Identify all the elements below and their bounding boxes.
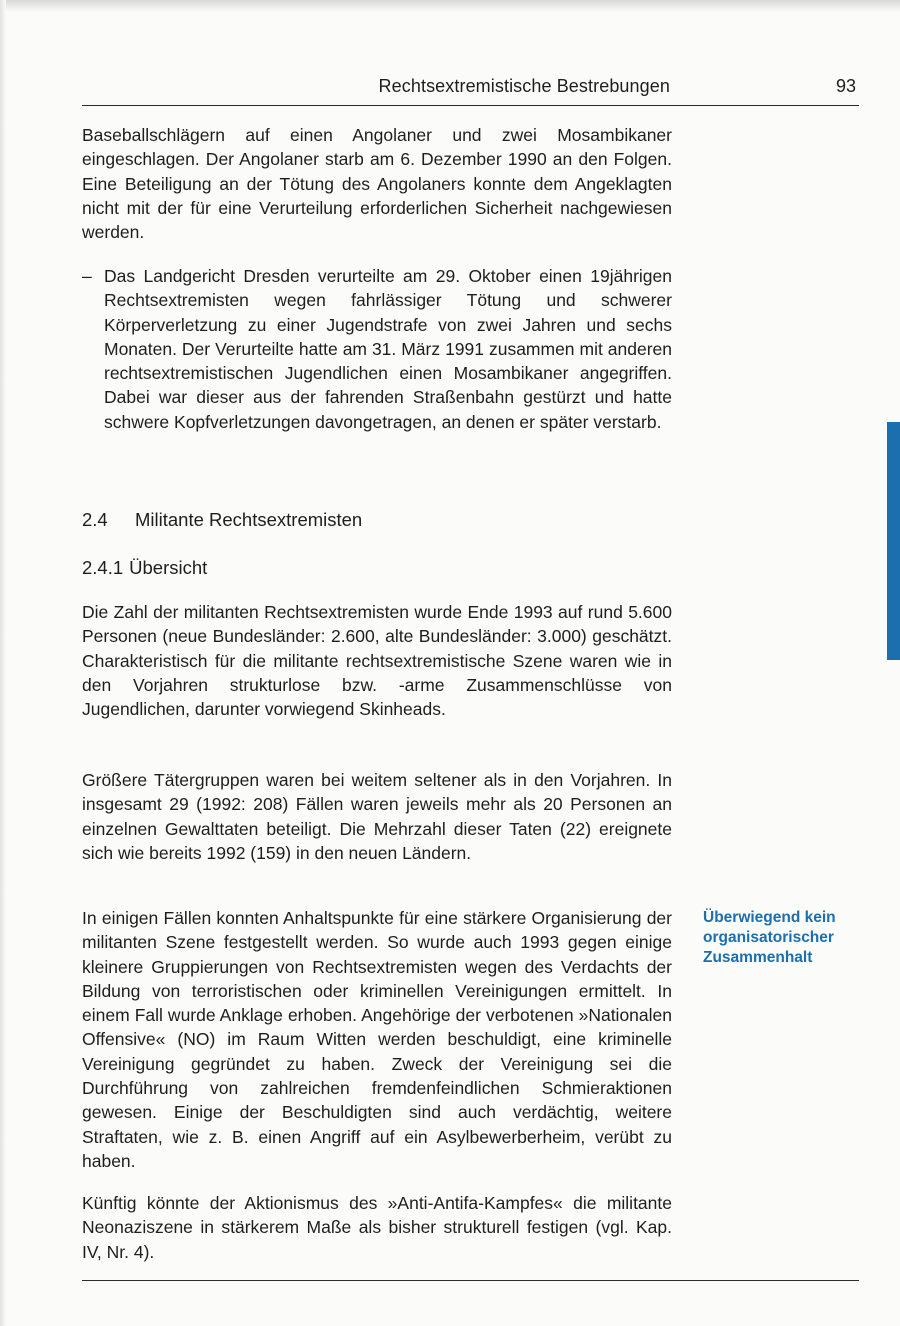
running-head: Rechtsextremistische Bestrebungen	[378, 76, 670, 96]
page-left-shadow	[0, 0, 6, 1326]
section-title: Übersicht	[129, 557, 208, 578]
list-dash: –	[82, 266, 92, 286]
paragraph-groups: Größere Tätergruppen waren bei weitem seltener als in den Vorjahren. In insgesamt 29 (1992: 208) Fällen waren jeweils mehr als 20 Personen an einzelnen Gewalttaten beteiligt. Die Mehrzahl dieser Taten (22) ereignete sich wie bereits 1992 (159) in den neuen Ländern.	[82, 770, 672, 863]
page-top-shadow	[0, 0, 900, 12]
page-header	[82, 74, 858, 104]
marginal-note: Überwiegend kein organisatorischer Zusammenhalt	[703, 909, 836, 966]
section-heading-2-4	[82, 509, 362, 531]
page-number: 93	[835, 76, 856, 96]
section-number: 2.4	[82, 509, 108, 530]
section-heading-2-4-1	[82, 557, 207, 579]
header-rule	[82, 105, 859, 106]
paragraph-overview: Die Zahl der militanten Rechtsextremisten wurde Ende 1993 auf rund 5.600 Personen (neue Bundesländer: 2.600, alte Bundesländer: 3.000) geschätzt. Charakteristisch für die militante rechtsextremistische Szene waren wie in den Vorjahren strukturlose bzw. -arme Zusammenschlüsse von Jugendlichen, darunter vorwiegend Skinheads.	[82, 602, 672, 720]
section-title: Militante Rechtsextremisten	[135, 509, 363, 530]
paragraph-continuation: Baseballschlägern auf einen Angolaner und zwei Mosambikaner eingeschlagen. Der Angolaner starb am 6. Dezember 1990 an den Folgen. Eine Beteiligung an der Tötung des Angolaners konnte dem Angeklagten nicht mit der für eine Verurteilung erforderlichen Sicherheit nachgewiesen werden.	[82, 125, 672, 243]
footer-rule	[82, 1280, 859, 1281]
chapter-thumb-tab	[887, 422, 900, 660]
list-item: Das Landgericht Dresden verurteilte am 29. Oktober einen 19jährigen Rechtsextremisten wegen fahrlässiger Tötung und schwerer Körperverletzung zu einer Jugendstrafe von zwei Jahren und sechs Monaten. Der Verurteilte hatte am 31. März 1991 zusammen mit anderen rechtsextremistischen Jugendlichen einen Mosambikaner angegriffen. Dabei war dieser aus der fahrenden Straßenbahn gestürzt und hatte schwere Kopfverletzungen davongetragen, an denen er später verstarb.	[104, 266, 672, 432]
paragraph-anti-antifa: Künftig könnte der Aktionismus des »Anti-Antifa-Kampfes« die militante Neonaziszene in stärkerem Maße als bisher strukturell festigen (vgl. Kap. IV, Nr. 4).	[82, 1193, 672, 1262]
paragraph-organization: In einigen Fällen konnten Anhaltspunkte für eine stärkere Organisierung der militanten Szene festgestellt werden. So wurde auch 1993 gegen einige kleinere Gruppierungen von Rechtsextremisten wegen des Verdachts der Bildung von terroristischen oder kriminellen Vereinigungen ermittelt. In einem Fall wurde Anklage erhoben. Angehörige der verbotenen »Nationalen Offensive« (NO) im Raum Witten werden beschuldigt, eine kriminelle Vereinigung gegründet zu haben. Zweck der Vereinigung sei die Durchführung von zahlreichen fremdenfeindlichen Schmieraktionen gewesen. Einige der Beschuldigten sind auch verdächtig, weitere Straftaten, wie z. B. einen Angriff auf ein Asylbewerberheim, verübt zu haben.	[82, 908, 672, 1171]
section-number: 2.4.1	[82, 557, 124, 578]
